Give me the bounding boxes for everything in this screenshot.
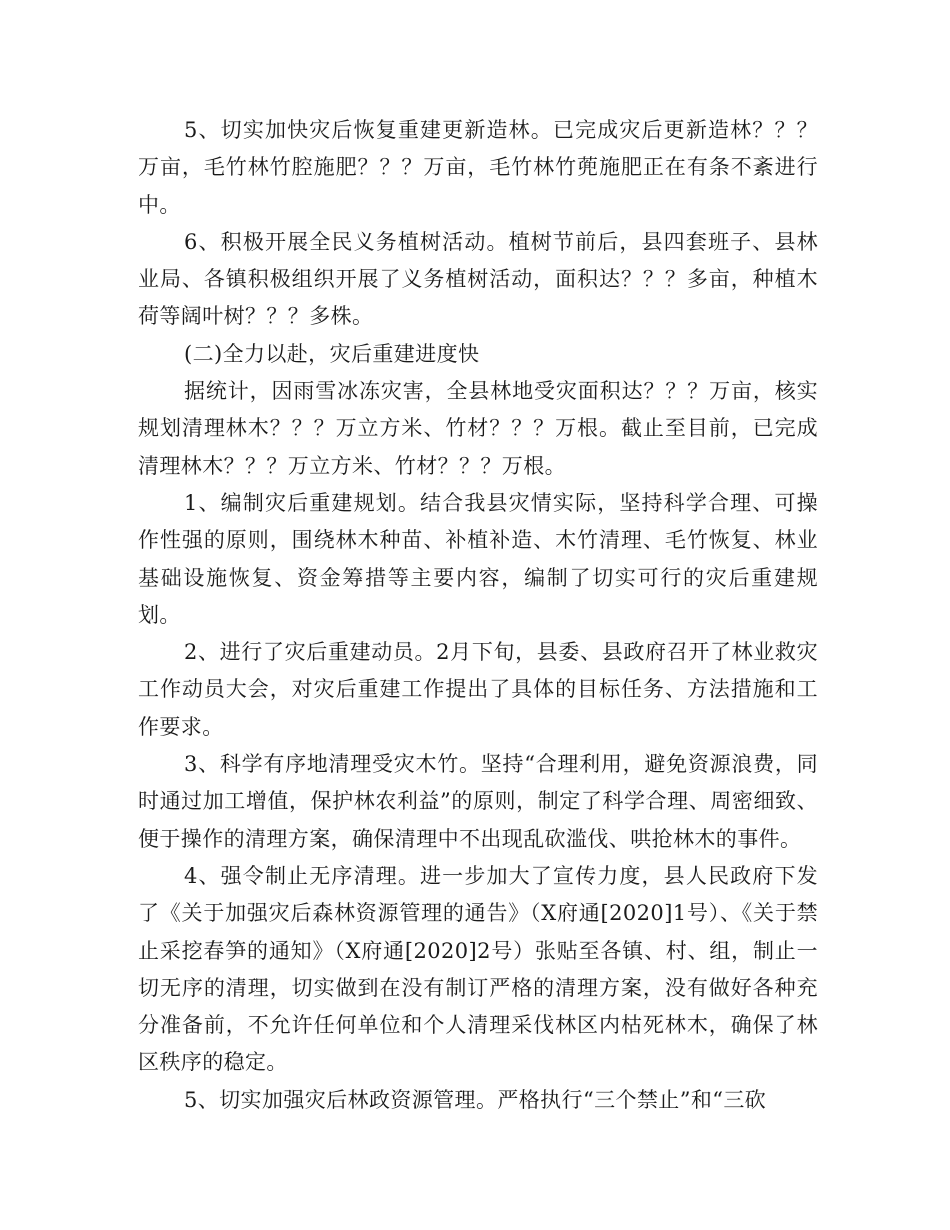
- paragraph-reforestation: 5、切实加快灾后恢复重建更新造林。已完成灾后更新造林？？？万亩，毛竹林竹腔施肥？？？万亩，毛竹林竹蔸施肥正在有条不紊进行中。: [138, 118, 818, 217]
- paragraph-forest-management: 5、切实加强灾后林政资源管理。严格执行“三个禁止”和“三砍: [184, 1087, 767, 1112]
- paragraph-statistics: 据统计，因雨雪冰冻灾害，全县林地受灾面积达？？？万亩，核实规划清理林木？？？万立方米、竹材？？？万根。截止至目前，已完成清理林木？？？万立方米、竹材？？？万根。: [138, 379, 818, 478]
- paragraph-cleanup: 3、科学有序地清理受灾木竹。坚持“合理利用，避免资源浪费，同时通过加工增值，保护林农利益”的原则，制定了科学合理、周密细致、便于操作的清理方案，确保清理中不出现乱砍滥伐、哄抢林木的事件。: [138, 752, 818, 851]
- paragraph-tree-planting: 6、积极开展全民义务植树活动。植树节前后，县四套班子、县林业局、各镇积极组织开展了义务植树活动，面积达？？？多亩，种植木荷等阔叶树？？？多株。: [138, 229, 818, 329]
- section-heading-reconstruction: (二)全力以赴，灾后重建进度快: [184, 341, 480, 366]
- paragraph-mobilization: 2、进行了灾后重建动员。2月下旬，县委、县政府召开了林业救灾工作动员大会，对灾后重建工作提出了具体的目标任务、方法措施和工作要求。: [138, 640, 818, 739]
- paragraph-planning: 1、编制灾后重建规划。结合我县灾情实际，坚持科学合理、可操作性强的原则，围绕林木种苗、补植补造、木竹清理、毛竹恢复、林业基础设施恢复、资金筹措等主要内容，编制了切实可行的灾后重建规划。: [138, 490, 818, 627]
- document-body: [138, 112, 818, 1119]
- paragraph-disorder-ban: 4、强令制止无序清理。进一步加大了宣传力度，县人民政府下发了《关于加强灾后森林资源管理的通告》（X府通[2020]1号）、《关于禁止采挖春笋的通知》（X府通[2020]2号）张贴至各镇、村、组，制止一切无序的清理，切实做到在没有制订严格的清理方案，没有做好各种充分准备前，不允许任何单位和个人清理采伐林区内枯死林木，确保了林区秩序的稳定。: [138, 863, 818, 1075]
